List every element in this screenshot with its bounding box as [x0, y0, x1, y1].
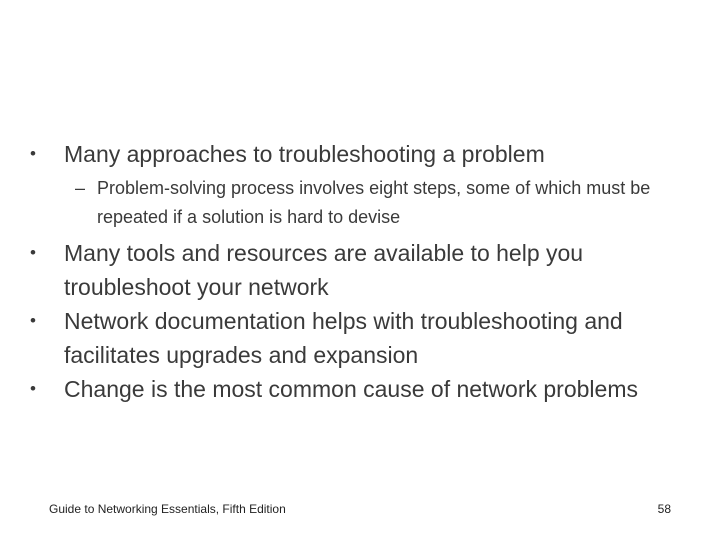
bullet-change [30, 372, 680, 406]
bullet-text: Many approaches to troubleshooting a problem [64, 141, 545, 167]
bullet-marker: • [30, 144, 36, 163]
sub-bullet-text: Problem-solving process involves eight steps, some of which must be repeated if a solution is hard to devise [97, 178, 651, 227]
bullet-text: Many tools and resources are available to help you troubleshoot your network [64, 240, 584, 300]
bullet-text: Change is the most common cause of network problems [64, 376, 638, 402]
sub-bullet-marker: – [75, 178, 86, 198]
footer-book-title: Guide to Networking Essentials, Fifth Edition [49, 502, 286, 516]
footer-page-number: 58 [657, 502, 671, 516]
bullet-marker: • [30, 311, 36, 330]
bullet-tools-resources [30, 236, 680, 304]
bullet-text: Network documentation helps with troubleshooting and facilitates upgrades and expansion [64, 308, 623, 368]
bullet-marker: • [30, 379, 36, 398]
bullet-marker: • [30, 243, 36, 262]
bullet-documentation [30, 304, 680, 372]
sub-bullet-problem-solving [75, 174, 695, 232]
bullet-approaches [30, 137, 680, 171]
